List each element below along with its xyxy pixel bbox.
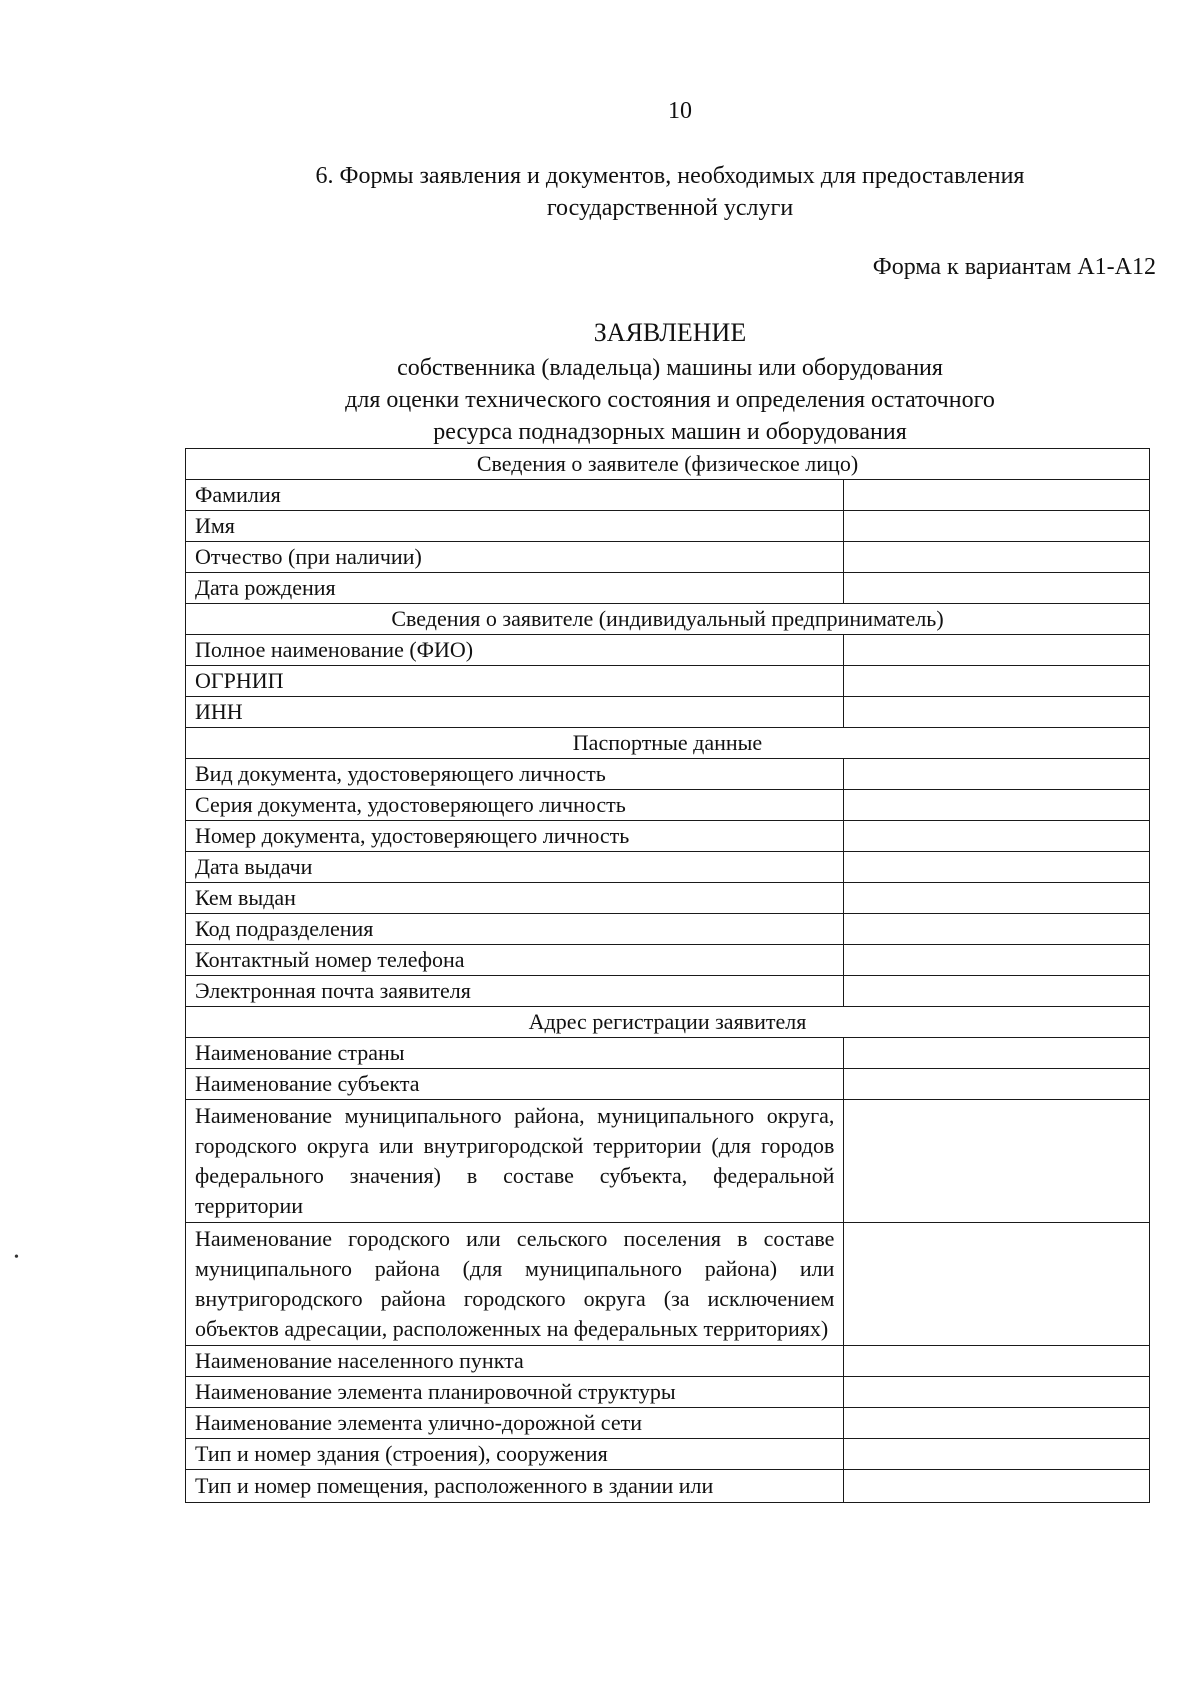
field-value-inn[interactable] xyxy=(844,697,1150,728)
field-label-issued-by: Кем выдан xyxy=(186,883,844,914)
field-value-doc-series[interactable] xyxy=(844,790,1150,821)
table-row xyxy=(186,790,1150,821)
application-form-table xyxy=(185,448,1150,1503)
table-row xyxy=(186,914,1150,945)
field-label-patronymic: Отчество (при наличии) xyxy=(186,542,844,573)
table-row xyxy=(186,449,1150,480)
table-row xyxy=(186,1470,1150,1503)
field-label-municipal-district: Наименование муниципального района, муниципального округа, городского округа или внутригородской территории (для городов федерального значения) в составе субъекта, федеральной территории xyxy=(186,1100,844,1223)
section-header-passport: Паспортные данные xyxy=(186,728,1150,759)
field-value-premises[interactable] xyxy=(844,1470,1150,1503)
field-label-inn: ИНН xyxy=(186,697,844,728)
field-value-issued-by[interactable] xyxy=(844,883,1150,914)
field-value-building[interactable] xyxy=(844,1439,1150,1470)
field-value-issue-date[interactable] xyxy=(844,852,1150,883)
section-heading-line-1: 6. Формы заявления и документов, необходимых для предоставления xyxy=(315,163,1025,189)
field-label-division-code: Код подразделения xyxy=(186,914,844,945)
table-row xyxy=(186,1346,1150,1377)
table-row xyxy=(186,542,1150,573)
field-value-country[interactable] xyxy=(844,1038,1150,1069)
field-value-email[interactable] xyxy=(844,976,1150,1007)
table-row xyxy=(186,883,1150,914)
table-row xyxy=(186,604,1150,635)
table-row xyxy=(186,697,1150,728)
field-value-full-name[interactable] xyxy=(844,635,1150,666)
section-header-entrepreneur: Сведения о заявителе (индивидуальный предприниматель) xyxy=(186,604,1150,635)
table-row xyxy=(186,759,1150,790)
field-value-municipal-district[interactable] xyxy=(844,1100,1150,1223)
table-row xyxy=(186,1377,1150,1408)
table-row xyxy=(186,573,1150,604)
document-title: ЗАЯВЛЕНИЕ xyxy=(593,318,747,347)
section-header-individual: Сведения о заявителе (физическое лицо) xyxy=(186,449,1150,480)
subtitle-line-1: собственника (владельца) машины или оборудования xyxy=(397,355,943,381)
field-label-last-name: Фамилия xyxy=(186,480,844,511)
field-label-full-name: Полное наименование (ФИО) xyxy=(186,635,844,666)
field-value-settlement[interactable] xyxy=(844,1223,1150,1346)
field-label-subject: Наименование субъекта xyxy=(186,1069,844,1100)
field-label-first-name: Имя xyxy=(186,511,844,542)
field-value-doc-type[interactable] xyxy=(844,759,1150,790)
scan-speck: • xyxy=(14,1250,19,1265)
field-label-country: Наименование страны xyxy=(186,1038,844,1069)
field-label-ogrnip: ОГРНИП xyxy=(186,666,844,697)
field-value-subject[interactable] xyxy=(844,1069,1150,1100)
field-label-doc-number: Номер документа, удостоверяющего личность xyxy=(186,821,844,852)
field-label-doc-series: Серия документа, удостоверяющего личность xyxy=(186,790,844,821)
field-value-street-element[interactable] xyxy=(844,1408,1150,1439)
field-value-division-code[interactable] xyxy=(844,914,1150,945)
table-row xyxy=(186,945,1150,976)
table-row xyxy=(186,480,1150,511)
table-row xyxy=(186,976,1150,1007)
table-row xyxy=(186,511,1150,542)
table-row xyxy=(186,1038,1150,1069)
field-value-planning-element[interactable] xyxy=(844,1377,1150,1408)
field-value-ogrnip[interactable] xyxy=(844,666,1150,697)
field-label-locality: Наименование населенного пункта xyxy=(186,1346,844,1377)
subtitle-line-2: для оценки технического состояния и определения остаточного xyxy=(345,387,995,413)
page-number: 10 xyxy=(668,98,692,124)
table-row xyxy=(186,1069,1150,1100)
document-subtitle xyxy=(240,352,1100,448)
table-row xyxy=(186,1223,1150,1346)
section-heading xyxy=(230,160,1110,224)
table-row xyxy=(186,852,1150,883)
section-heading-line-2: государственной услуги xyxy=(546,195,794,221)
field-label-planning-element: Наименование элемента планировочной структуры xyxy=(186,1377,844,1408)
field-value-patronymic[interactable] xyxy=(844,542,1150,573)
table-row xyxy=(186,821,1150,852)
table-row xyxy=(186,1439,1150,1470)
field-value-last-name[interactable] xyxy=(844,480,1150,511)
table-row xyxy=(186,1408,1150,1439)
table-row xyxy=(186,1007,1150,1038)
field-value-birth-date[interactable] xyxy=(844,573,1150,604)
field-label-doc-type: Вид документа, удостоверяющего личность xyxy=(186,759,844,790)
form-reference: Форма к вариантам А1-А12 xyxy=(872,254,1156,280)
field-value-doc-number[interactable] xyxy=(844,821,1150,852)
field-label-settlement: Наименование городского или сельского поселения в составе муниципального района (для муниципального района) или внутригородского района городского округа (за исключением объектов адресации, расположенных на федеральных территориях) xyxy=(186,1223,844,1346)
table-row xyxy=(186,635,1150,666)
subtitle-line-3: ресурса поднадзорных машин и оборудования xyxy=(433,419,907,445)
field-value-first-name[interactable] xyxy=(844,511,1150,542)
field-label-issue-date: Дата выдачи xyxy=(186,852,844,883)
field-value-phone[interactable] xyxy=(844,945,1150,976)
field-label-phone: Контактный номер телефона xyxy=(186,945,844,976)
table-row xyxy=(186,1100,1150,1223)
table-row xyxy=(186,666,1150,697)
field-label-birth-date: Дата рождения xyxy=(186,573,844,604)
section-header-address: Адрес регистрации заявителя xyxy=(186,1007,1150,1038)
field-label-premises: Тип и номер помещения, расположенного в здании или xyxy=(186,1470,844,1503)
field-label-building: Тип и номер здания (строения), сооружения xyxy=(186,1439,844,1470)
field-label-email: Электронная почта заявителя xyxy=(186,976,844,1007)
field-label-street-element: Наименование элемента улично-дорожной сети xyxy=(186,1408,844,1439)
table-row xyxy=(186,728,1150,759)
field-value-locality[interactable] xyxy=(844,1346,1150,1377)
